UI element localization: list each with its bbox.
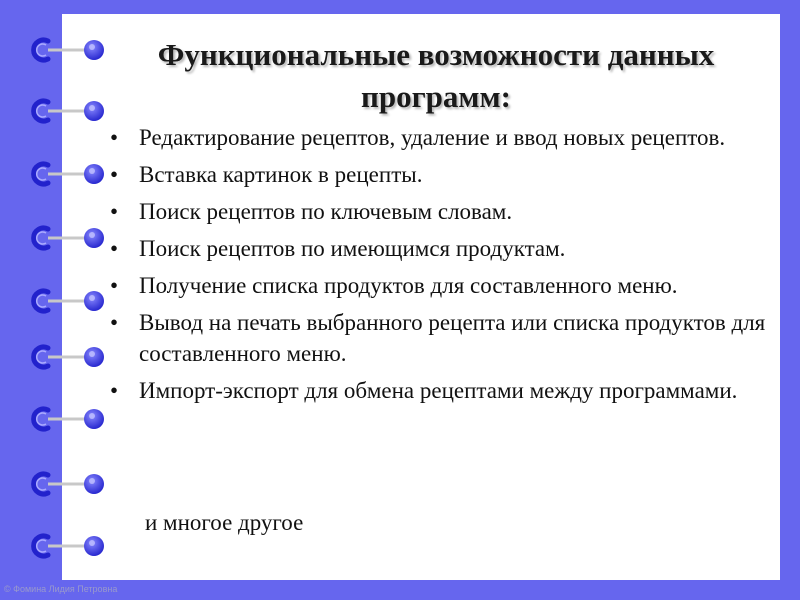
list-item-text: Редактирование рецептов, удаление и ввод новых рецептов.: [139, 125, 726, 150]
list-item: [110, 307, 780, 369]
bullet-icon: •: [110, 273, 119, 298]
list-item-text: Поиск рецептов по имеющимся продуктам.: [139, 236, 566, 261]
spiral-ring-icon: [26, 470, 106, 498]
spiral-ring-icon: [26, 343, 106, 371]
list-item: [110, 159, 780, 190]
list-item-text: Импорт-экспорт для обмена рецептами между программами.: [139, 378, 738, 403]
list-item-text: Вставка картинок в рецепты.: [139, 162, 423, 187]
slide-title: Функциональные возможности данных программ:: [157, 37, 715, 114]
list-item-text: Поиск рецептов по ключевым словам.: [139, 199, 513, 224]
spiral-ring-icon: [26, 160, 106, 188]
list-item: [110, 122, 780, 153]
spiral-ring-icon: [26, 532, 106, 560]
bullet-icon: •: [110, 125, 119, 150]
bullet-icon: •: [110, 310, 119, 335]
list-item: [110, 233, 780, 264]
feature-list: [110, 122, 780, 412]
bullet-icon: •: [110, 162, 119, 187]
bullet-icon: •: [110, 236, 119, 261]
bullet-icon: •: [110, 378, 119, 403]
spiral-ring-icon: [26, 97, 106, 125]
spiral-ring-icon: [26, 36, 106, 64]
list-item: [110, 196, 780, 227]
spiral-ring-icon: [26, 287, 106, 315]
spiral-ring-icon: [26, 405, 106, 433]
extra-note: и многое другое: [145, 510, 304, 535]
list-item: [110, 270, 780, 301]
bullet-icon: •: [110, 199, 119, 224]
spiral-ring-icon: [26, 224, 106, 252]
list-item-text: Получение списка продуктов для составленного меню.: [139, 273, 678, 298]
list-item: [110, 375, 780, 406]
list-item-text: Вывод на печать выбранного рецепта или списка продуктов для составленного меню.: [139, 310, 766, 366]
footer-copyright: © Фомина Лидия Петровна: [4, 584, 118, 594]
